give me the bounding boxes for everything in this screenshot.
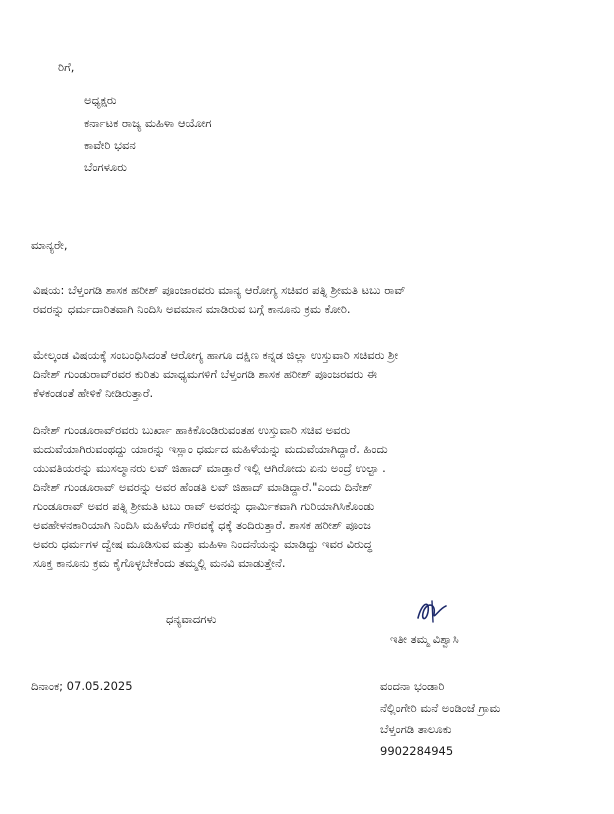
body-p2-line-3: ಯುವತಿಯರನ್ನು ಮುಸಲ್ಮಾನರು ಲವ್ ಜಿಹಾದ್ ಮಾಡ್ತಾರೆ ಇಲ್ಲಿ ಆಗಿರೋದು ಏನು ಅಂದ್ರೆ ಉಲ್ಟಾ . bbox=[33, 461, 386, 475]
sender-address-2: ಬೆಳ್ತಂಗಡಿ ತಾಲೂಕು bbox=[380, 722, 452, 736]
body-p2-line-4: ದಿನೇಶ್ ಗುಂಡೂರಾವ್ ಅವರನ್ನು ಅವರ ಹೆಂಡತಿ ಲವ್ ಜಿಹಾದ್ ಮಾಡಿದ್ದಾರೆ."ಎಂದು ದಿನೇಶ್ bbox=[33, 480, 373, 494]
body-paragraph-1 bbox=[33, 346, 585, 403]
body-paragraph-2 bbox=[33, 421, 585, 573]
body-p1-line-3: ಕೆಳಕಂಡಂತೆ ಹೇಳಿಕೆ ನೀಡಿರುತ್ತಾರೆ. bbox=[33, 386, 154, 400]
subject bbox=[33, 281, 585, 319]
body-p2-line-2: ಮದುವೆಯಾಗಿರುವಂಥದ್ದು ಯಾರನ್ನು ಇಸ್ಲಾಂ ಧರ್ಮದ ಮಹಿಳೆಯನ್ನು ಮದುವೆಯಾಗಿದ್ದಾರೆ. ಹಿಂದು bbox=[33, 442, 388, 456]
sender-address-1: ನೆಲ್ಲಿಂಗೇರಿ ಮನೆ ಅಂಡಿಂಜೆ ಗ್ರಾಮ bbox=[380, 701, 501, 715]
body-p1-line-2: ದಿನೇಶ್ ಗುಂಡುರಾವ್‌ರವರ ಕುರಿತು ಮಾಧ್ಯಮಗಳಿಗೆ ಬೆಳ್ತಂಗಡಿ ಶಾಸಕ ಹರೀಶ್ ಪೂಂಜರವರು ಈ bbox=[33, 367, 377, 381]
body-p2-line-6: ಅವಹೇಳನಕಾರಿಯಾಗಿ ನಿಂದಿಸಿ ಮಹಿಳೆಯ ಗೌರವಕ್ಕೆ ಧಕ್ಕೆ ತಂದಿರುತ್ತಾರೆ. ಶಾಸಕ ಹರೀಶ್ ಪೂಂಜ bbox=[33, 518, 371, 532]
recipient-line-4: ಬೆಂಗಳೂರು bbox=[84, 160, 127, 174]
recipient-line-1: ಅಧ್ಯಕ್ಷರು bbox=[84, 93, 117, 107]
salutation: ಮಾನ್ಯರೇ, bbox=[31, 238, 68, 252]
subject-line-2: ರವರನ್ನು ಧರ್ಮದಾರಿತವಾಗಿ ನಿಂದಿಸಿ ಅವಮಾನ ಮಾಡಿರುವ ಬಗ್ಗೆ ಕಾನೂನು ಕ್ರಮ ಕೋರಿ. bbox=[33, 302, 351, 316]
signature-image bbox=[412, 598, 452, 624]
body-p2-line-5: ಗುಂಡೂರಾವ್ ಅವರ ಪತ್ನಿ ಶ್ರೀಮತಿ ಟಬು ರಾವ್ ಅವರನ್ನು ಧಾರ್ಮಿಕವಾಗಿ ಗುರಿಯಾಗಿಸಿಕೊಂಡು bbox=[33, 499, 375, 513]
sender-name: ವಂದನಾ ಭಂಡಾರಿ bbox=[380, 679, 445, 693]
body-p2-line-8: ಸೂಕ್ತ ಕಾನೂನು ಕ್ರಮ ಕೈಗೊಳ್ಳಬೇಕೆಂದು ತಮ್ಮಲ್ಲಿ ಮನವಿ ಮಾಡುತ್ತೇನೆ. bbox=[33, 556, 286, 570]
closing-thanks: ಧನ್ಯವಾದಗಳು bbox=[166, 612, 217, 626]
body-p1-line-1: ಮೇಲ್ಕಂಡ ವಿಷಯಕ್ಕೆ ಸಂಬಂಧಿಸಿದಂತೆ ಆರೋಗ್ಯ ಹಾಗೂ ದಕ್ಷಿಣ ಕನ್ನಡ ಜಿಲ್ಲಾ ಉಸ್ತುವಾರಿ ಸಚಿವರು ಶ್ರೀ bbox=[33, 348, 399, 362]
subject-line-1: ವಿಷಯ: ಬೆಳ್ತಂಗಡಿ ಶಾಸಕ ಹರೀಶ್ ಪೂಂಜಾರವರು ಮಾನ್ಯ ಆರೋಗ್ಯ ಸಚಿವರ ಪತ್ನಿ ಶ್ರೀಮತಿ ಟಬು ರಾವ್ bbox=[33, 283, 406, 297]
sender-phone: 9902284945 bbox=[380, 744, 454, 758]
body-p2-line-7: ಅವರು ಧರ್ಮಗಳ ದ್ವೇಷ ಮೂಡಿಸುವ ಮತ್ತು ಮಹಿಳಾ ನಿಂದನೆಯನ್ನು ಮಾಡಿದ್ದು ಇವರ ವಿರುದ್ಧ bbox=[33, 537, 373, 551]
addressee-to: ರಿಗೆ, bbox=[58, 60, 75, 74]
recipient-line-2: ಕರ್ನಾಟಕ ರಾಜ್ಯ ಮಹಿಳಾ ಆಯೋಗ bbox=[84, 116, 212, 130]
body-p2-line-1: ದಿನೇಶ್ ಗುಂಡೂರಾವ್‌ರವರು ಬುರ್ಖಾ ಹಾಕಿಕೊಂಡಿರುವಂತಹ ಉಸ್ತುವಾರಿ ಸಚಿವ ಅವರು bbox=[33, 423, 351, 437]
letter-date: ದಿನಾಂಕ; 07.05.2025 bbox=[31, 679, 133, 693]
closing-yours: ಇತೀ ತಮ್ಮ ವಿಶ್ವಾಸಿ bbox=[390, 632, 459, 646]
recipient-line-3: ಕಾವೇರಿ ಭವನ bbox=[84, 138, 136, 152]
